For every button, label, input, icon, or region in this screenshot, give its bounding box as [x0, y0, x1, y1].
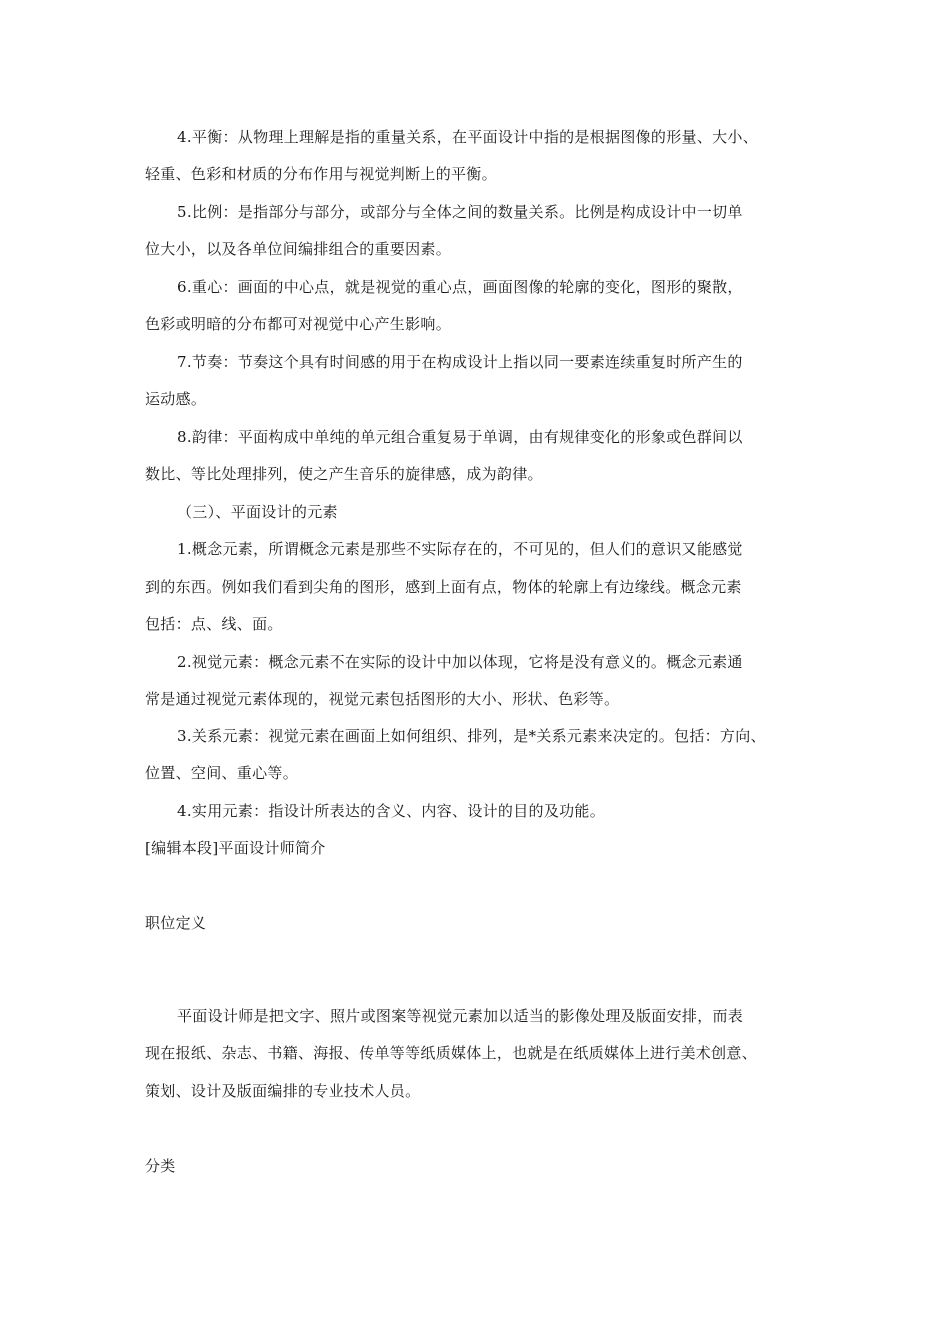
paragraph-cadence-line-2: 数比、等比处理排列，使之产生音乐的旋律感，成为韵律。 — [145, 465, 543, 483]
paragraph-relation-line-2: 位置、空间、重心等。 — [145, 764, 299, 782]
paragraph-center-line-1: 6.重心：画面的中心点，就是视觉的重心点，画面图像的轮廓的变化，图形的聚散， — [177, 278, 743, 296]
subheading-job-definition: 职位定义 — [145, 914, 207, 932]
paragraph-concept-line-2: 到的东西。例如我们看到尖角的图形，感到上面有点，物体的轮廓上有边缘线。概念元素 — [145, 578, 742, 596]
paragraph-practical-line-1: 4.实用元素：指设计所表达的含义、内容、设计的目的及功能。 — [177, 802, 606, 820]
paragraph-definition-line-1: 平面设计师是把文字、照片或图案等视觉元素加以适当的影像处理及版面安排，而表 — [177, 1007, 744, 1025]
paragraph-visual-line-1: 2.视觉元素：概念元素不在实际的设计中加以体现，它将是没有意义的。概念元素通 — [177, 653, 743, 671]
section-heading-designer-intro: [编辑本段]平面设计师简介 — [145, 839, 326, 857]
paragraph-visual-line-2: 常是通过视觉元素体现的，视觉元素包括图形的大小、形状、色彩等。 — [145, 690, 620, 708]
paragraph-concept-line-1: 1.概念元素，所谓概念元素是那些不实际存在的，不可见的，但人们的意识又能感觉 — [177, 540, 743, 558]
paragraph-relation-line-1: 3.关系元素：视觉元素在画面上如何组织、排列，是*关系元素来决定的。包括：方向、 — [177, 727, 766, 745]
paragraph-concept-line-3: 包括：点、线、面。 — [145, 615, 283, 633]
section-heading-elements: （三）、平面设计的元素 — [177, 503, 338, 521]
paragraph-rhythm-line-2: 运动感。 — [145, 390, 207, 408]
paragraph-center-line-2: 色彩或明暗的分布都可对视觉中心产生影响。 — [145, 315, 452, 333]
paragraph-proportion-line-1: 5.比例：是指部分与部分，或部分与全体之间的数量关系。比例是构成设计中一切单 — [177, 203, 743, 221]
paragraph-proportion-line-2: 位大小，以及各单位间编排组合的重要因素。 — [145, 240, 452, 258]
paragraph-balance-line-1: 4.平衡：从物理上理解是指的重量关系，在平面设计中指的是根据图像的形量、大小、 — [177, 128, 759, 146]
paragraph-rhythm-line-1: 7.节奏：节奏这个具有时间感的用于在构成设计上指以同一要素连续重复时所产生的 — [177, 353, 743, 371]
paragraph-balance-line-2: 轻重、色彩和材质的分布作用与视觉判断上的平衡。 — [145, 165, 497, 183]
paragraph-definition-line-2: 现在报纸、杂志、书籍、海报、传单等等纸质媒体上，也就是在纸质媒体上进行美术创意、 — [145, 1044, 758, 1062]
paragraph-definition-line-3: 策划、设计及版面编排的专业技术人员。 — [145, 1082, 421, 1100]
paragraph-cadence-line-1: 8.韵律：平面构成中单纯的单元组合重复易于单调，由有规律变化的形象或色群间以 — [177, 428, 743, 446]
subheading-classification: 分类 — [145, 1157, 176, 1175]
